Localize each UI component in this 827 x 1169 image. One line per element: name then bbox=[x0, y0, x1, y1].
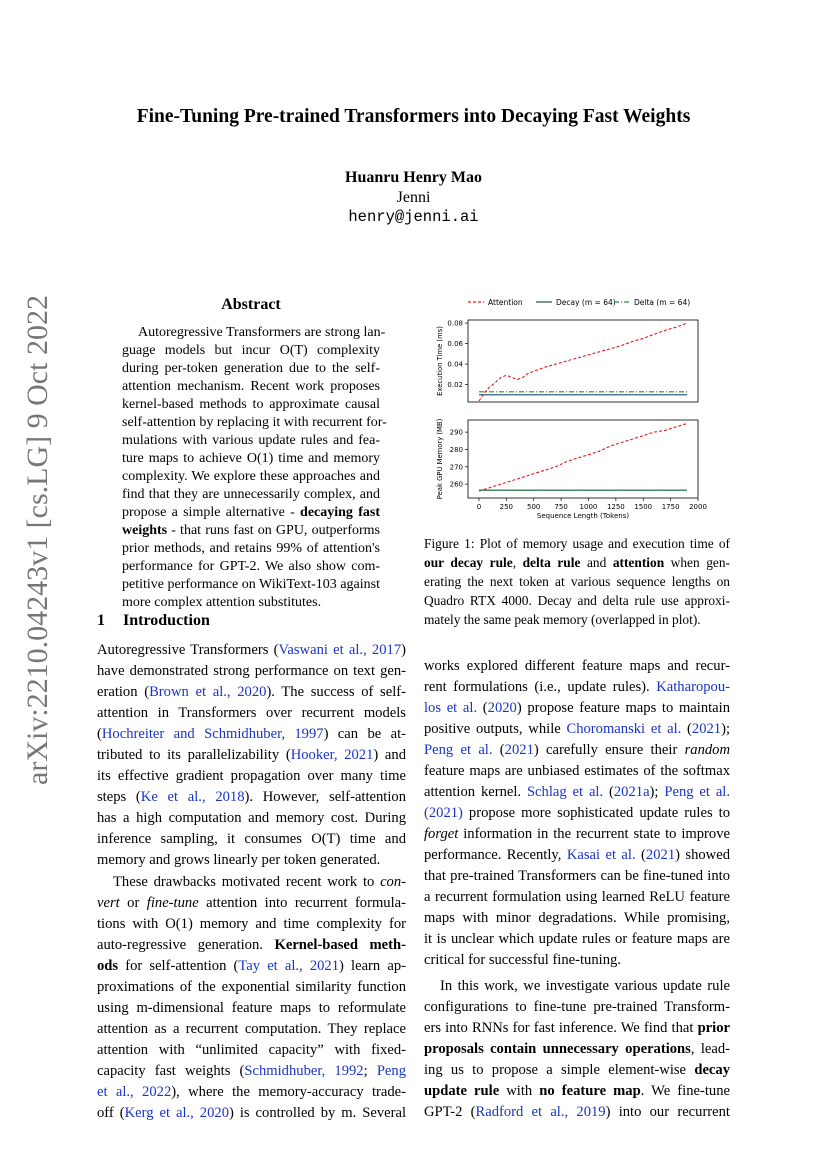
citation-link[interactable]: Kasai et al. bbox=[566, 847, 636, 863]
body-line: critical for successful fine-tuning. bbox=[424, 952, 621, 968]
citation-link[interactable]: Brown et al., 2020 bbox=[149, 684, 267, 700]
body-line: has a high computation and memory cost. During bbox=[97, 810, 406, 826]
body-line: vert or fine-tune attention into recurrent formula- bbox=[97, 895, 406, 911]
y-tick-label: 0.06 bbox=[447, 340, 463, 349]
citation-link[interactable]: Ke et al., 2018 bbox=[140, 789, 245, 805]
section-heading: 1 Introduction bbox=[97, 612, 210, 629]
abstract-line: performance for GPT-2. We also show com- bbox=[122, 559, 380, 574]
abstract-line: attention mechanism. Recent work proposes bbox=[122, 379, 380, 394]
abstract-line: find that they are unnecessarily complex, and bbox=[122, 487, 380, 502]
body-line: ods for self-attention (Tay et al., 2021) learn ap- bbox=[97, 958, 406, 974]
body-line: configurations to fine-tune pre-trained Transform- bbox=[424, 999, 730, 1015]
execution-time-panel bbox=[436, 320, 698, 402]
body-line: These drawbacks motivated recent work to con- bbox=[113, 874, 406, 890]
x-tick-label: 1250 bbox=[606, 503, 625, 511]
y-axis-label: Execution Time (ms) bbox=[436, 326, 444, 396]
abstract-line: propose a simple alternative - decaying fast bbox=[122, 505, 380, 520]
abstract-line: complexity. We explore these approaches and bbox=[122, 469, 380, 484]
chart-legend bbox=[468, 298, 690, 307]
y-axis-label: Peak GPU Memory (MB) bbox=[436, 418, 444, 500]
abstract-heading: Abstract bbox=[221, 296, 281, 313]
x-tick-label: 2000 bbox=[689, 503, 707, 511]
body-line: attention with “unlimited capacity” with fixed- bbox=[97, 1042, 406, 1058]
body-line: et al., 2022), where the memory-accuracy trade- bbox=[97, 1084, 406, 1100]
author-affiliation: Jenni bbox=[396, 189, 431, 206]
citation-link[interactable]: 2021a bbox=[613, 784, 650, 800]
body-line: ing us to propose a simple element-wise decay bbox=[424, 1062, 730, 1078]
body-line: attention in Transformers over recurrent models bbox=[97, 705, 406, 721]
body-line: Peng et al. (2021) carefully ensure their random bbox=[424, 742, 731, 758]
abstract-line: mulations with various update rules and fea- bbox=[122, 433, 380, 448]
abstract-line: kernel-based methods to approximate causal bbox=[122, 397, 380, 412]
abstract-line: weights - that runs fast on GPU, outperforms bbox=[122, 523, 380, 538]
y-tick-label: 0.02 bbox=[447, 381, 463, 390]
x-tick-label: 500 bbox=[527, 503, 541, 511]
body-line: Autoregressive Transformers (Vaswani et al., 2017) bbox=[97, 642, 406, 658]
body-line: memory and grows linearly per token generated. bbox=[97, 852, 381, 868]
citation-link[interactable]: et al., 2022 bbox=[97, 1084, 172, 1100]
y-tick-label: 280 bbox=[449, 445, 463, 454]
citation-link[interactable]: Peng et al. bbox=[664, 784, 730, 800]
x-tick-label: 1750 bbox=[661, 503, 680, 511]
abstract-line: self-attention by replacing it with recurrent for- bbox=[122, 415, 387, 430]
body-line: have demonstrated strong performance on text gen- bbox=[97, 663, 406, 679]
body-line: that pre-trained Transformers can be fine-tuned into bbox=[424, 868, 730, 884]
author-name: Huanru Henry Mao bbox=[345, 169, 482, 186]
legend-label: Decay (m = 64) bbox=[556, 298, 616, 307]
citation-link[interactable]: Hooker, 2021 bbox=[290, 747, 374, 763]
x-tick-label: 250 bbox=[499, 503, 514, 511]
citation-link[interactable]: Schmidhuber, 1992 bbox=[244, 1063, 364, 1079]
body-line: steps (Ke et al., 2018). However, self-attention bbox=[97, 789, 407, 805]
body-line: works explored different feature maps and recur- bbox=[424, 658, 730, 674]
citation-link[interactable]: los et al. bbox=[424, 700, 478, 716]
body-line: los et al. (2020) propose feature maps to maintain bbox=[424, 700, 731, 716]
body-line: proximations of the exponential similarity function bbox=[97, 979, 406, 995]
abstract-line: Autoregressive Transformers are strong lan- bbox=[138, 325, 386, 340]
body-line: proposals contain unnecessary operations, lead- bbox=[424, 1041, 731, 1057]
body-line: tions with O(1) memory and time complexity for bbox=[97, 916, 406, 932]
caption-line: mately the same peak memory (overlapped in plot). bbox=[424, 612, 701, 627]
citation-link[interactable]: Tay et al., 2021 bbox=[238, 958, 340, 974]
body-line: forget information in the recurrent state to improve bbox=[424, 826, 730, 842]
abstract-line: during per-token generation due to the self- bbox=[122, 361, 380, 376]
author-email: henry@jenni.ai bbox=[348, 208, 479, 226]
body-line: performance. Recently, Kasai et al. (2021) showed bbox=[424, 847, 730, 863]
abstract-line: more complex attention substitutes. bbox=[122, 595, 322, 610]
body-line: auto-regressive generation. Kernel-based meth- bbox=[97, 937, 406, 953]
body-line: update rule with no feature map. We fine-tune bbox=[424, 1083, 730, 1099]
x-tick-label: 750 bbox=[554, 503, 568, 511]
body-line: a recurrent formulation using learned ReLU feature bbox=[424, 889, 730, 905]
caption-line: erating the next token at various sequence lengths on bbox=[424, 574, 730, 589]
citation-link[interactable]: Schlag et al. bbox=[526, 784, 604, 800]
citation-link[interactable]: Peng bbox=[376, 1063, 406, 1079]
abstract-line: prior methods, and retains 99% of attention's bbox=[122, 541, 380, 556]
body-line: it is unclear which update rules or feature maps are bbox=[424, 931, 730, 947]
figure-1-chart bbox=[424, 290, 734, 520]
caption-line: Figure 1: Plot of memory usage and execution time of bbox=[424, 536, 730, 551]
body-line: ers into RNNs for fast inference. We find that prior bbox=[424, 1020, 730, 1036]
citation-link[interactable]: (2021) bbox=[424, 805, 463, 821]
series-line-attention bbox=[479, 323, 687, 401]
caption-line: our decay rule, delta rule and attention when gen- bbox=[424, 555, 730, 570]
y-tick-label: 0.04 bbox=[447, 360, 463, 369]
citation-link[interactable]: Choromanski et al. bbox=[566, 721, 682, 737]
x-tick-label: 1500 bbox=[634, 503, 653, 511]
abstract-bold-phrase: decaying fast bbox=[300, 505, 380, 520]
abstract-line: ture maps to achieve O(1) time and memory bbox=[122, 451, 380, 466]
body-line: attention as a recurrent computation. They replace bbox=[97, 1021, 406, 1037]
body-line: using m-dimensional feature maps to reformulate bbox=[97, 1000, 406, 1016]
paper-title: Fine-Tuning Pre-trained Transformers into Decaying Fast Weights bbox=[136, 106, 691, 127]
body-line: feature maps are unbiased estimates of the softmax bbox=[424, 763, 730, 779]
memory-panel bbox=[436, 418, 707, 520]
plot-frame bbox=[468, 320, 698, 402]
legend-label: Attention bbox=[488, 298, 523, 307]
body-line: capacity fast weights (Schmidhuber, 1992; Peng bbox=[97, 1063, 406, 1079]
caption-line: Quadro RTX 4000. Decay and delta rule use approxi- bbox=[424, 593, 730, 608]
body-line: (2021) propose more sophisticated update rules to bbox=[424, 805, 730, 821]
citation-link[interactable]: Katharopou- bbox=[656, 679, 730, 695]
abstract-line: guage models but incur O(T) complexity bbox=[122, 343, 380, 358]
citation-link[interactable]: Radford et al., 2019 bbox=[475, 1104, 606, 1120]
y-tick-label: 260 bbox=[449, 480, 463, 489]
y-tick-label: 270 bbox=[449, 463, 463, 472]
body-line: eration (Brown et al., 2020). The success of self- bbox=[97, 684, 406, 700]
body-line: its effective gradient propagation over many time bbox=[97, 768, 406, 784]
body-line: rent formulations (i.e., update rules). Katharopou- bbox=[424, 679, 730, 695]
abstract-line: petitive performance on WikiText-103 against bbox=[122, 577, 380, 592]
body-line: inference sampling, it consumes O(T) time and bbox=[97, 831, 406, 847]
citation-link[interactable]: Hochreiter and Schmidhuber, 1997 bbox=[101, 726, 324, 742]
y-tick-label: 290 bbox=[449, 428, 463, 437]
plot-frame bbox=[468, 420, 698, 498]
body-line: off (Kerg et al., 2020) is controlled by m. Several bbox=[97, 1105, 407, 1121]
body-line: tributed to its parallelizability (Hooker, 2021) and bbox=[97, 747, 406, 763]
y-tick-label: 0.08 bbox=[447, 319, 463, 328]
citation-link[interactable]: 2020 bbox=[487, 700, 517, 716]
body-line: maps with minor degradations. While promising, bbox=[424, 910, 730, 926]
series-line-attention bbox=[479, 424, 687, 492]
x-tick-label: 1000 bbox=[579, 503, 598, 511]
x-tick-label: 0 bbox=[476, 503, 482, 511]
citation-link[interactable]: 2021 bbox=[645, 847, 676, 863]
legend-label: Delta (m = 64) bbox=[634, 298, 691, 307]
citation-link[interactable]: 2021 bbox=[504, 742, 534, 758]
body-line: In this work, we investigate various update rule bbox=[440, 978, 730, 994]
citation-link[interactable]: Vaswani et al., 2017 bbox=[278, 642, 402, 658]
body-line: positive outputs, while Choromanski et al. (2021); bbox=[424, 721, 730, 737]
body-line: (Hochreiter and Schmidhuber, 1997) can be at- bbox=[97, 726, 406, 742]
citation-link[interactable]: Kerg et al., 2020 bbox=[124, 1105, 229, 1121]
citation-link[interactable]: Peng et al. bbox=[424, 742, 493, 758]
x-axis-label: Sequence Length (Tokens) bbox=[536, 512, 630, 520]
body-line: GPT-2 (Radford et al., 2019) into our recurrent bbox=[424, 1104, 730, 1120]
body-line: attention kernel. Schlag et al. (2021a); Peng et al. bbox=[424, 784, 730, 800]
arxiv-identifier: arXiv:2210.04243v1 [cs.LG] 9 Oct 2022 bbox=[21, 295, 54, 785]
citation-link[interactable]: 2021 bbox=[691, 721, 722, 737]
